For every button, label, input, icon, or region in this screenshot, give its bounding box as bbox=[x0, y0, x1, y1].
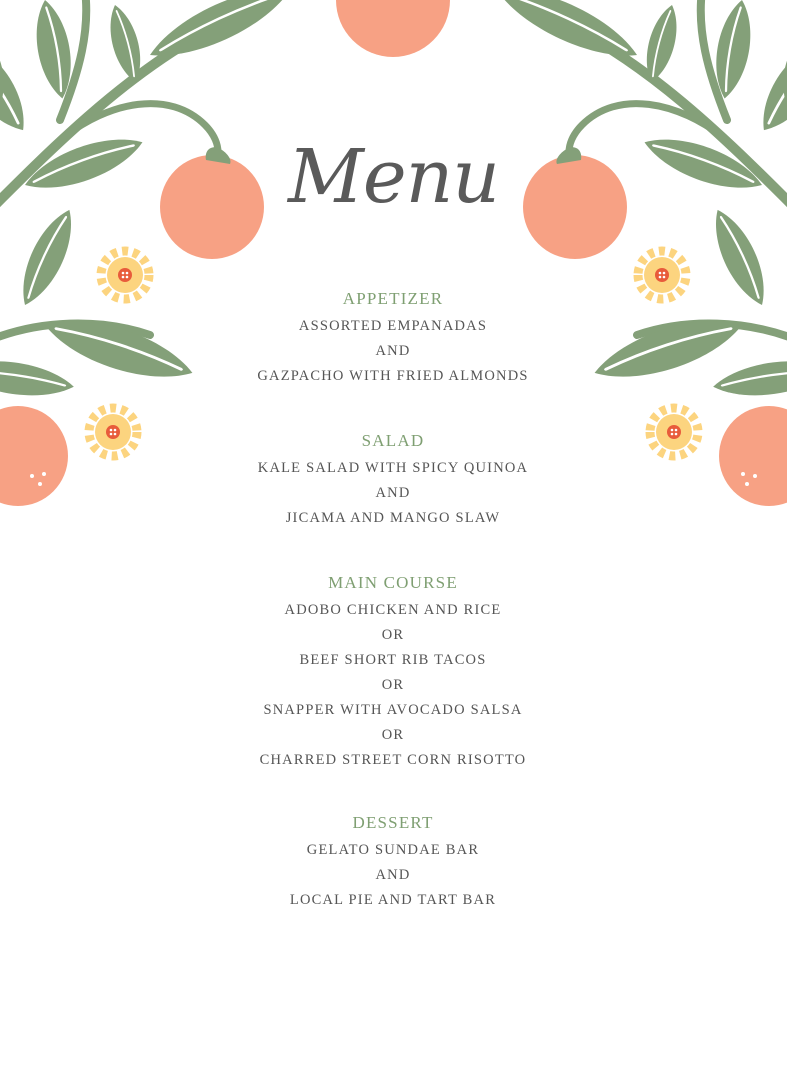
menu-item: SNAPPER WITH AVOCADO SALSA bbox=[263, 702, 523, 718]
menu-item: KALE SALAD WITH SPICY QUINOA bbox=[257, 460, 529, 476]
section-dessert bbox=[193, 808, 593, 913]
section-appetizer bbox=[193, 284, 593, 389]
section-salad bbox=[193, 426, 593, 531]
menu-connector: OR bbox=[381, 627, 405, 643]
menu-connector: AND bbox=[375, 867, 411, 883]
menu-connector: OR bbox=[381, 677, 405, 693]
menu-item: GELATO SUNDAE BAR bbox=[306, 842, 480, 858]
section-main-course bbox=[193, 568, 593, 773]
menu-connector: AND bbox=[375, 485, 411, 501]
menu-item: GAZPACHO WITH FRIED ALMONDS bbox=[257, 368, 529, 384]
section-heading: APPETIZER bbox=[342, 289, 444, 308]
section-heading: DESSERT bbox=[352, 813, 434, 832]
menu-item: BEEF SHORT RIB TACOS bbox=[299, 652, 487, 668]
menu-connector: AND bbox=[375, 343, 411, 359]
menu-item: LOCAL PIE AND TART BAR bbox=[289, 892, 497, 908]
section-heading: MAIN COURSE bbox=[328, 573, 458, 592]
menu-item: ADOBO CHICKEN AND RICE bbox=[284, 602, 502, 618]
top-orange bbox=[336, 0, 450, 57]
menu-item: JICAMA AND MANGO SLAW bbox=[285, 510, 501, 526]
menu-item: CHARRED STREET CORN RISOTTO bbox=[259, 752, 527, 768]
menu-title: Menu bbox=[288, 134, 499, 220]
menu-connector: OR bbox=[381, 727, 405, 743]
section-heading: SALAD bbox=[361, 431, 425, 450]
menu-item: ASSORTED EMPANADAS bbox=[298, 318, 488, 334]
